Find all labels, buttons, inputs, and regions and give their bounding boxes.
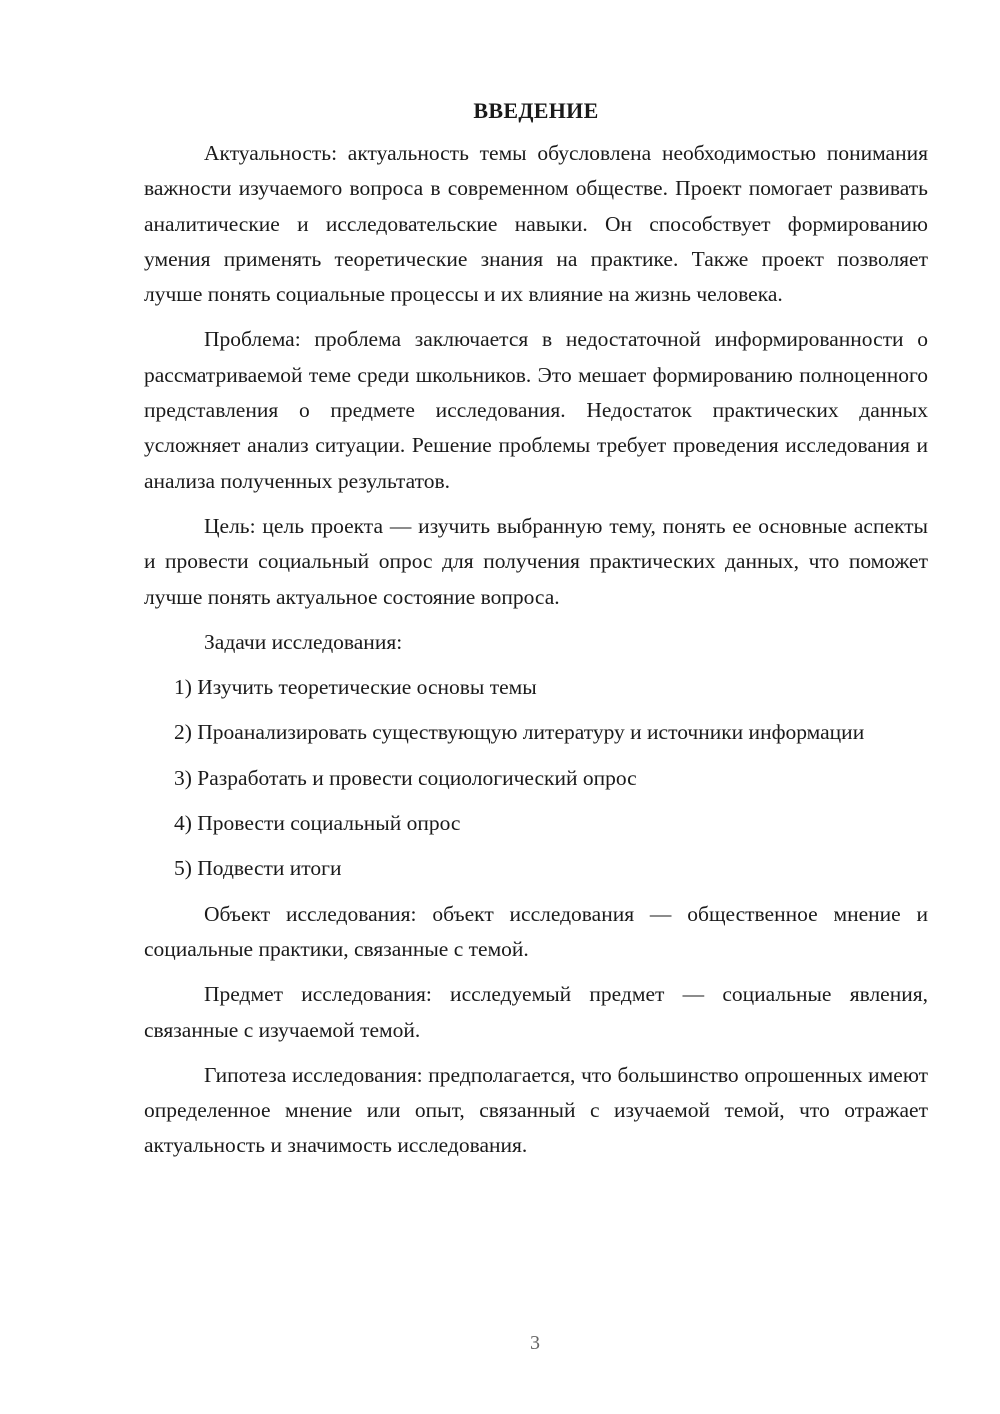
task-item: 3) Разработать и провести социологический опрос xyxy=(174,765,637,790)
tasks-heading: Задачи исследования: xyxy=(204,629,403,654)
task-item: 1) Изучить теоретические основы темы xyxy=(174,675,537,700)
paragraph-problem: Проблема: проблема заключается в недостаточной информированности о рассматриваемой теме среди школьников. Это мешает формированию полноценного представления о предмете исследования. Недостаток практических данных усложняет анализ ситуации. Решение проблемы требует проведения исследования и анализа полученных результатов. xyxy=(144,327,928,493)
page-content xyxy=(144,96,928,1174)
paragraph-goal: Цель: цель проекта — изучить выбранную тему, понять ее основные аспекты и провести социальный опрос для получения практических данных, что поможет лучше понять актуальное состояние вопроса. xyxy=(144,513,928,609)
task-item: 5) Подвести итоги xyxy=(174,856,342,881)
paragraph-hypothesis: Гипотеза исследования: предполагается, что большинство опрошенных имеют определенное мнение или опыт, связанный с изучаемой темой, что отражает актуальность и значимость исследования. xyxy=(144,1062,928,1158)
paragraph-subject: Предмет исследования: исследуемый предмет — социальные явления, связанные с изучаемой темой. xyxy=(144,982,928,1042)
task-item: 2) Проанализировать существующую литературу и источники информации xyxy=(174,720,865,745)
paragraph-relevance: Актуальность: актуальность темы обусловлена необходимостью понимания важности изучаемого вопроса в современном обществе. Проект помогает развивать аналитические и исследовательские навыки. Он способствует формированию умения применять теоретические знания на практике. Также проект позволяет лучше понять социальные процессы и их влияние на жизнь человека. xyxy=(144,141,928,307)
task-item: 4) Провести социальный опрос xyxy=(174,811,461,836)
paragraph-object: Объект исследования: объект исследования — общественное мнение и социальные практики, связанные с темой. xyxy=(144,901,928,961)
page-number: 3 xyxy=(530,1332,540,1354)
section-title: ВВЕДЕНИЕ xyxy=(473,98,599,123)
